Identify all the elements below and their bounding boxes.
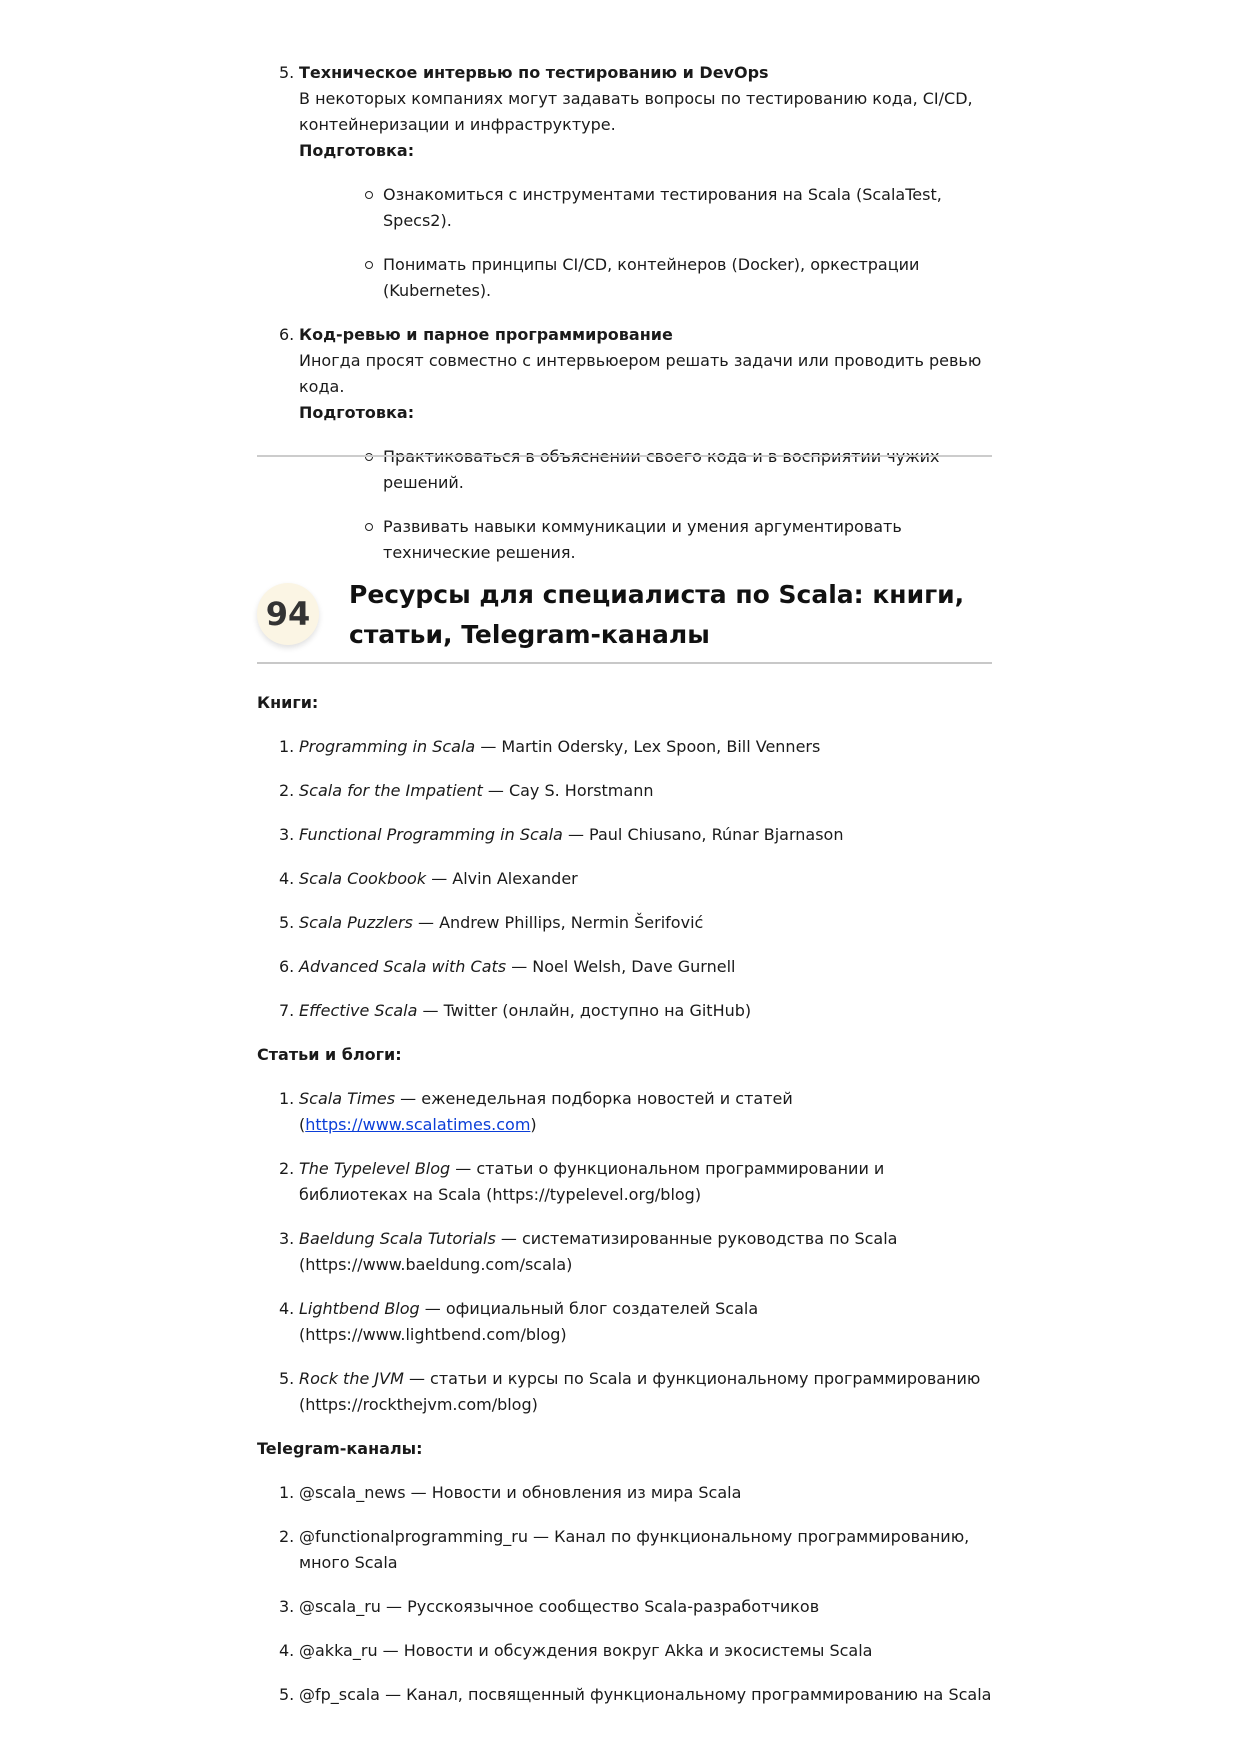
book-authors: — Twitter (онлайн, доступно на GitHub) [417,1001,752,1020]
telegram-item [257,1524,992,1576]
book-item [257,910,992,936]
article-description: — еженедельная подборка новостей и статей ( [299,1089,793,1134]
book-authors: — Cay S. Horstmann [482,781,654,800]
item-number: 1. [279,737,295,756]
item-number: 3. [279,1229,295,1248]
item-text: Иногда просят совместно с интервьюером решать задачи или проводить ревью кода. [299,351,982,396]
telegram-text: @akka_ru — Новости и обсуждения вокруг Akka и экосистемы Scala [299,1641,873,1660]
prep-item: Понимать принципы CI/CD, контейнеров (Docker), оркестрации (Kubernetes). [299,252,992,304]
item-number: 3. [279,1597,295,1616]
book-title: Scala Puzzlers [299,913,413,932]
item-number: 2. [279,1527,295,1546]
book-item [257,998,992,1024]
articles-heading: Статьи и блоги: [257,1045,402,1064]
telegram-text: @functionalprogramming_ru — Канал по функциональному программированию, много Scala [299,1527,970,1572]
article-description: — статьи о функциональном программировании и библиотеках на Scala (https://typelevel.org/blog) [299,1159,885,1204]
article-item [257,1296,992,1348]
header-underline [257,662,992,664]
item-number: 5. [279,1685,295,1704]
book-title: Effective Scala [299,1001,418,1020]
telegram-item [257,1594,992,1620]
article-item [257,1086,992,1138]
book-item [257,866,992,892]
book-authors: — Alvin Alexander [426,869,578,888]
item-number: 3. [279,825,295,844]
telegram-item [257,1480,992,1506]
article-title: The Typelevel Blog [299,1159,451,1178]
item-number: 5. [279,63,295,82]
resources-section [257,690,992,1708]
telegram-item [257,1638,992,1664]
prep-item: Развивать навыки коммуникации и умения аргументировать технические решения. [299,514,992,566]
article-title: Rock the JVM [299,1369,404,1388]
article-title: Lightbend Blog [299,1299,420,1318]
item-number: 1. [279,1483,295,1502]
prep-label: Подготовка: [299,141,415,160]
telegram-list [257,1480,992,1708]
book-title: Programming in Scala [299,737,476,756]
item-title: Техническое интервью по тестированию и DevOps [299,63,769,82]
book-item [257,734,992,760]
item-number: 7. [279,1001,295,1020]
book-authors: — Andrew Phillips, Nermin Šerifović [412,913,704,932]
articles-list [257,1086,992,1418]
item-number: 2. [279,1159,295,1178]
section-divider [257,455,992,457]
prep-label: Подготовка: [299,403,415,422]
telegram-text: @fp_scala — Канал, посвященный функциональному программированию на Scala [299,1685,992,1704]
article-item [257,1156,992,1208]
item-number: 4. [279,1299,295,1318]
article-description: — статьи и курсы по Scala и функциональному программированию (https://rockthejvm.com/blog) [299,1369,981,1414]
article-description: — официальный блог создателей Scala (https://www.lightbend.com/blog) [299,1299,759,1344]
section-number-badge: 94 [257,583,319,645]
item-number: 4. [279,1641,295,1660]
item-number: 6. [279,325,295,344]
book-authors: — Noel Welsh, Dave Gurnell [506,957,736,976]
prep-item: Практиковаться в объяснении своего кода и в восприятии чужих решений. [299,444,992,496]
article-title: Scala Times [299,1089,396,1108]
list-item [257,60,992,304]
book-item [257,778,992,804]
books-heading: Книги: [257,693,319,712]
prep-list [299,444,992,566]
prep-item: Ознакомиться с инструментами тестирования на Scala (ScalaTest, Specs2). [299,182,992,234]
book-title: Advanced Scala with Cats [299,957,507,976]
telegram-heading: Telegram-каналы: [257,1439,423,1458]
interview-section [257,60,992,566]
interview-list [257,60,992,566]
item-number: 2. [279,781,295,800]
item-text: В некоторых компаниях могут задавать вопросы по тестированию кода, CI/CD, контейнеризации и инфраструктуре. [299,89,973,134]
article-description: — систематизированные руководства по Scala (https://www.baeldung.com/scala) [299,1229,898,1274]
scalatimes-link[interactable]: https://www.scalatimes.com [305,1115,531,1134]
item-title: Код-ревью и парное программирование [299,325,673,344]
telegram-text: @scala_news — Новости и обновления из мира Scala [299,1483,742,1502]
article-item [257,1226,992,1278]
telegram-text: @scala_ru — Русскоязычное сообщество Scala-разработчиков [299,1597,820,1616]
telegram-item [257,1682,992,1708]
article-tail: ) [530,1115,537,1134]
item-number: 5. [279,913,295,932]
item-number: 6. [279,957,295,976]
book-authors: — Martin Odersky, Lex Spoon, Bill Venners [475,737,821,756]
book-item [257,954,992,980]
book-title: Functional Programming in Scala [299,825,563,844]
list-item [257,322,992,566]
book-item [257,822,992,848]
book-authors: — Paul Chiusano, Rúnar Bjarnason [562,825,844,844]
book-title: Scala for the Impatient [299,781,483,800]
item-number: 4. [279,869,295,888]
article-item [257,1366,992,1418]
item-number: 5. [279,1369,295,1388]
book-title: Scala Cookbook [299,869,427,888]
books-list [257,734,992,1024]
article-title: Baeldung Scala Tutorials [299,1229,496,1248]
section-header [257,573,992,663]
item-number: 1. [279,1089,295,1108]
section-title: Ресурсы для специалиста по Scala: книги, статьи, Telegram-каналы [349,580,965,649]
prep-list [299,182,992,304]
